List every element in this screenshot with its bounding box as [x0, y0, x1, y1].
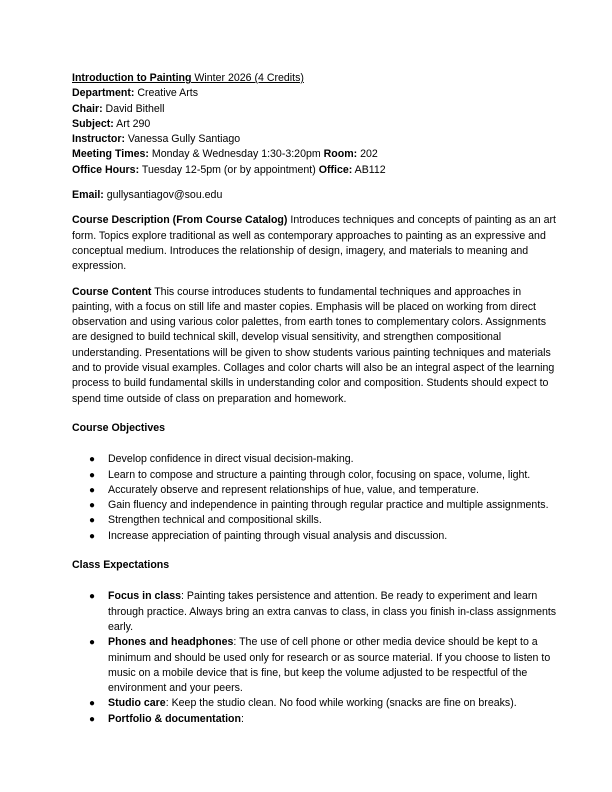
subject-line — [72, 117, 560, 132]
subject-value: Art 290 — [113, 117, 151, 130]
bullet-icon: ● — [89, 698, 96, 710]
office-value: AB112 — [352, 163, 386, 176]
course-content-text: This course introduces students to fundamental techniques and approaches in painting, with a focus on still life and master copies. Emphasis will be placed on working from direct observation and using various color palettes, from earth tones to complementary colors. Assignments are designed to build technical skill, develop visual sensitivity, and strengthen compositional understanding. Presentations will be given to show students various painting techniques and materials and to provide visual examples. Collages and color charts will also be an integral aspect of the learning process to build fundamental skills in understanding color and composition. Students should expect to spend time outside of class on preparation and homework. — [72, 285, 555, 405]
instructor-label: Instructor: — [72, 133, 125, 146]
class-expectations-heading: Class Expectations — [72, 559, 170, 572]
office-hours-label: Office Hours: — [72, 163, 140, 176]
chair-value: David Bithell — [102, 102, 165, 115]
bullet-icon: ● — [89, 484, 96, 496]
meeting-times-label: Meeting Times: — [72, 148, 149, 161]
list-item: ● Develop confidence in direct visual decision-making. — [72, 452, 560, 467]
instructor-line — [72, 132, 560, 147]
room-label: Room: — [323, 148, 358, 161]
bullet-icon: ● — [89, 500, 96, 512]
bullet-icon: ● — [89, 515, 96, 527]
expectation-label: Phones and headphones — [108, 636, 234, 649]
list-item: ● Strengthen technical and compositional skills. — [72, 513, 560, 528]
class-expectations-list — [72, 589, 560, 727]
course-description — [72, 213, 560, 274]
course-title-line — [72, 71, 560, 86]
office-label: Office: — [318, 163, 353, 176]
course-description-text: Introduces techniques and concepts of painting as an art form. Topics explore traditional as well as contemporary approaches to painting as an expressive and conceptual medium. Introduces the relationship of design, imagery, and materials to meaning and expression. — [72, 214, 556, 273]
office-hours-value: Tuesday 12-5pm (or by appointment) — [139, 163, 319, 176]
course-content-label: Course Content — [72, 285, 152, 298]
chair-line — [72, 102, 560, 117]
department-line — [72, 86, 560, 101]
list-item: ● Accurately observe and represent relationships of hue, value, and temperature. — [72, 483, 560, 498]
bullet-icon: ● — [89, 469, 96, 481]
bullet-icon: ● — [89, 591, 96, 603]
course-objectives-heading: Course Objectives — [72, 421, 166, 434]
email-label: Email: — [72, 189, 104, 202]
chair-label: Chair: — [72, 102, 103, 115]
email-value[interactable]: gullysantiagov@sou.edu — [103, 189, 223, 202]
list-item: ● Gain fluency and independence in painting through regular practice and multiple assignments. — [72, 498, 560, 513]
meeting-times-value: Monday & Wednesday 1:30-3:20pm — [148, 148, 324, 161]
meeting-times-line — [72, 147, 560, 162]
list-item: ● Portfolio & documentation: — [72, 712, 560, 727]
list-item: ● Studio care: Keep the studio clean. No food while working (snacks are fine on breaks). — [72, 696, 560, 711]
bullet-icon: ● — [89, 454, 96, 466]
subject-label: Subject: — [72, 117, 114, 130]
room-value: 202 — [357, 148, 378, 161]
course-title: Introduction to Painting — [72, 72, 192, 84]
department-value: Creative Arts — [134, 87, 198, 100]
course-content — [72, 285, 560, 407]
department-label: Department: — [72, 87, 135, 100]
bullet-icon: ● — [89, 637, 96, 649]
bullet-icon: ● — [89, 530, 96, 542]
email-line — [72, 188, 560, 203]
list-item: ● Increase appreciation of painting through visual analysis and discussion. — [72, 529, 560, 544]
expectation-label: Focus in class — [108, 590, 182, 603]
course-description-label: Course Description (From Course Catalog) — [72, 214, 288, 227]
list-item: ● Learn to compose and structure a painting through color, focusing on space, volume, light. — [72, 468, 560, 483]
list-item: ● Phones and headphones: The use of cell phone or other media device should be kept to a minimum and should be used only for research or as source material. If you choose to listen to music on a mobile device that is fine, but keep the volume adjusted to be respectful of the environment and your peers. — [89, 636, 551, 695]
list-item: ● Focus in class: Painting takes persistence and attention. Be ready to experiment and learn through practice. Always bring an extra canvas to class, in class you finish in-class assignments early. — [89, 590, 557, 633]
office-hours-line — [72, 163, 560, 178]
syllabus-page — [72, 71, 560, 727]
bullet-icon: ● — [89, 713, 96, 725]
expectation-label: Portfolio & documentation — [108, 712, 242, 725]
term-credits: Winter 2026 (4 Credits) — [191, 72, 304, 84]
instructor-value: Vanessa Gully Santiago — [124, 133, 241, 146]
expectation-label: Studio care — [108, 697, 166, 710]
course-objectives-list — [72, 452, 560, 544]
